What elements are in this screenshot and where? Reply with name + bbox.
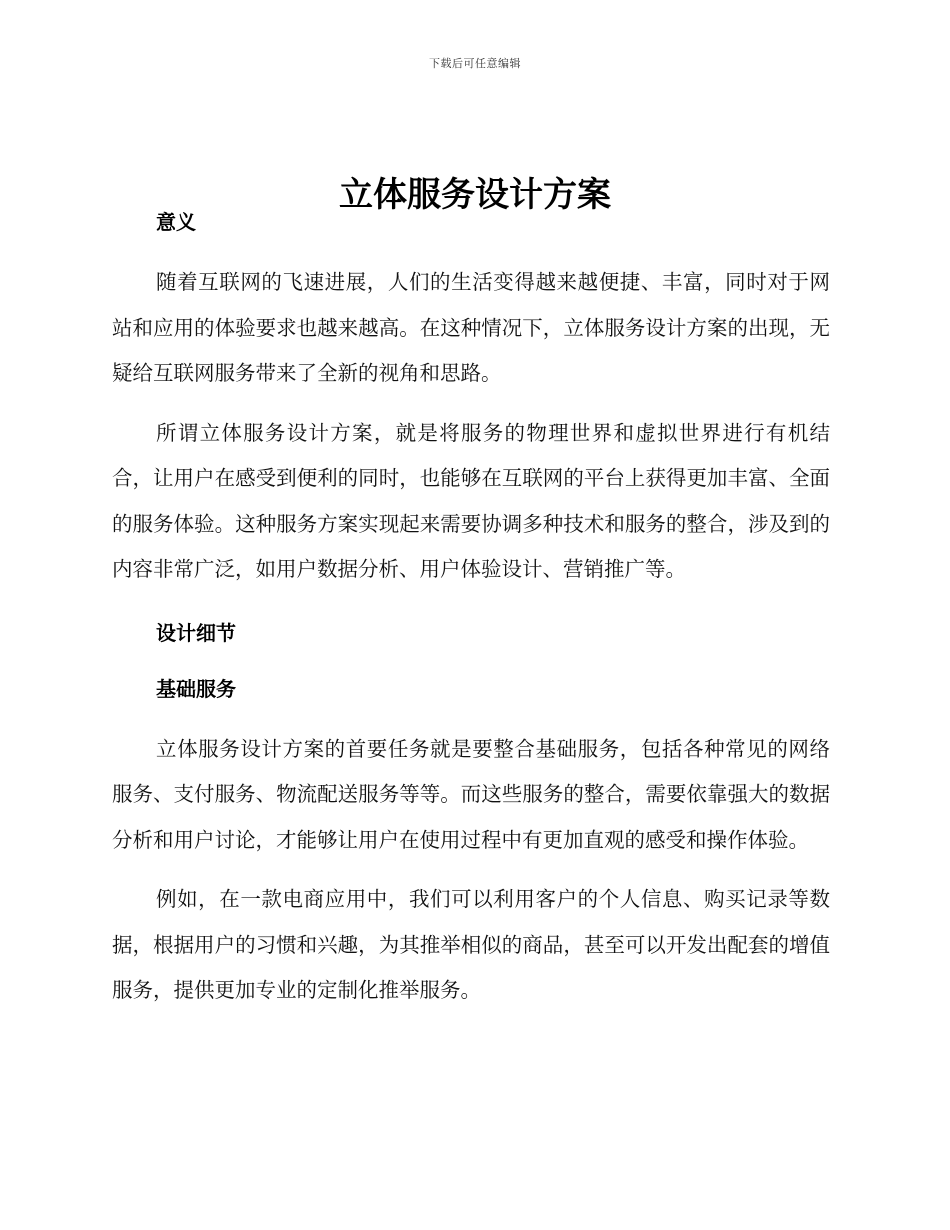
spacer <box>112 240 830 260</box>
document-content <box>112 204 830 1014</box>
paragraph-basic-2: 例如，在一款电商应用中，我们可以利用客户的个人信息、购买记录等数据，根据用户的习惯和兴趣，为其推举相似的商品，甚至可以开发出配套的增值服务，提供更加专业的定制化推举服务。 <box>112 887 830 1002</box>
spacer <box>112 397 830 411</box>
section-heading-meaning: 意义 <box>156 210 196 234</box>
paragraph-meaning-2: 所谓立体服务设计方案，就是将服务的物理世界和虚拟世界进行有机结合，让用户在感受到便利的同时，也能够在互联网的平台上获得更加丰富、全面的服务体验。这种服务方案实现起来需要协调多种技术和服务的整合，涉及到的内容非常广泛，如用户数据分析、用户体验设计、营销推广等。 <box>112 420 830 581</box>
header-note: 下载后可任意编辑 <box>429 57 521 70</box>
paragraph-meaning-1: 随着互联网的飞速进展，人们的生活变得越来越便捷、丰富，同时对于网站和应用的体验要求也越来越高。在这种情况下，立体服务设计方案的出现，无疑给互联网服务带来了全新的视角和思路。 <box>112 270 830 385</box>
section-heading-basic-services: 基础服务 <box>156 676 236 701</box>
paragraph-basic-1: 立体服务设计方案的首要任务就是要整合基础服务，包括各种常见的网络服务、支付服务、物流配送服务等等。而这些服务的整合，需要依靠强大的数据分析和用户讨论，才能够让用户在使用过程中有更加直观的感受和操作体验。 <box>112 736 830 852</box>
spacer <box>112 593 830 615</box>
spacer <box>112 651 830 671</box>
spacer <box>112 707 830 727</box>
document-title: 立体服务设计方案 <box>339 174 611 215</box>
section-heading-design-details: 设计细节 <box>156 620 236 645</box>
spacer <box>112 863 830 877</box>
